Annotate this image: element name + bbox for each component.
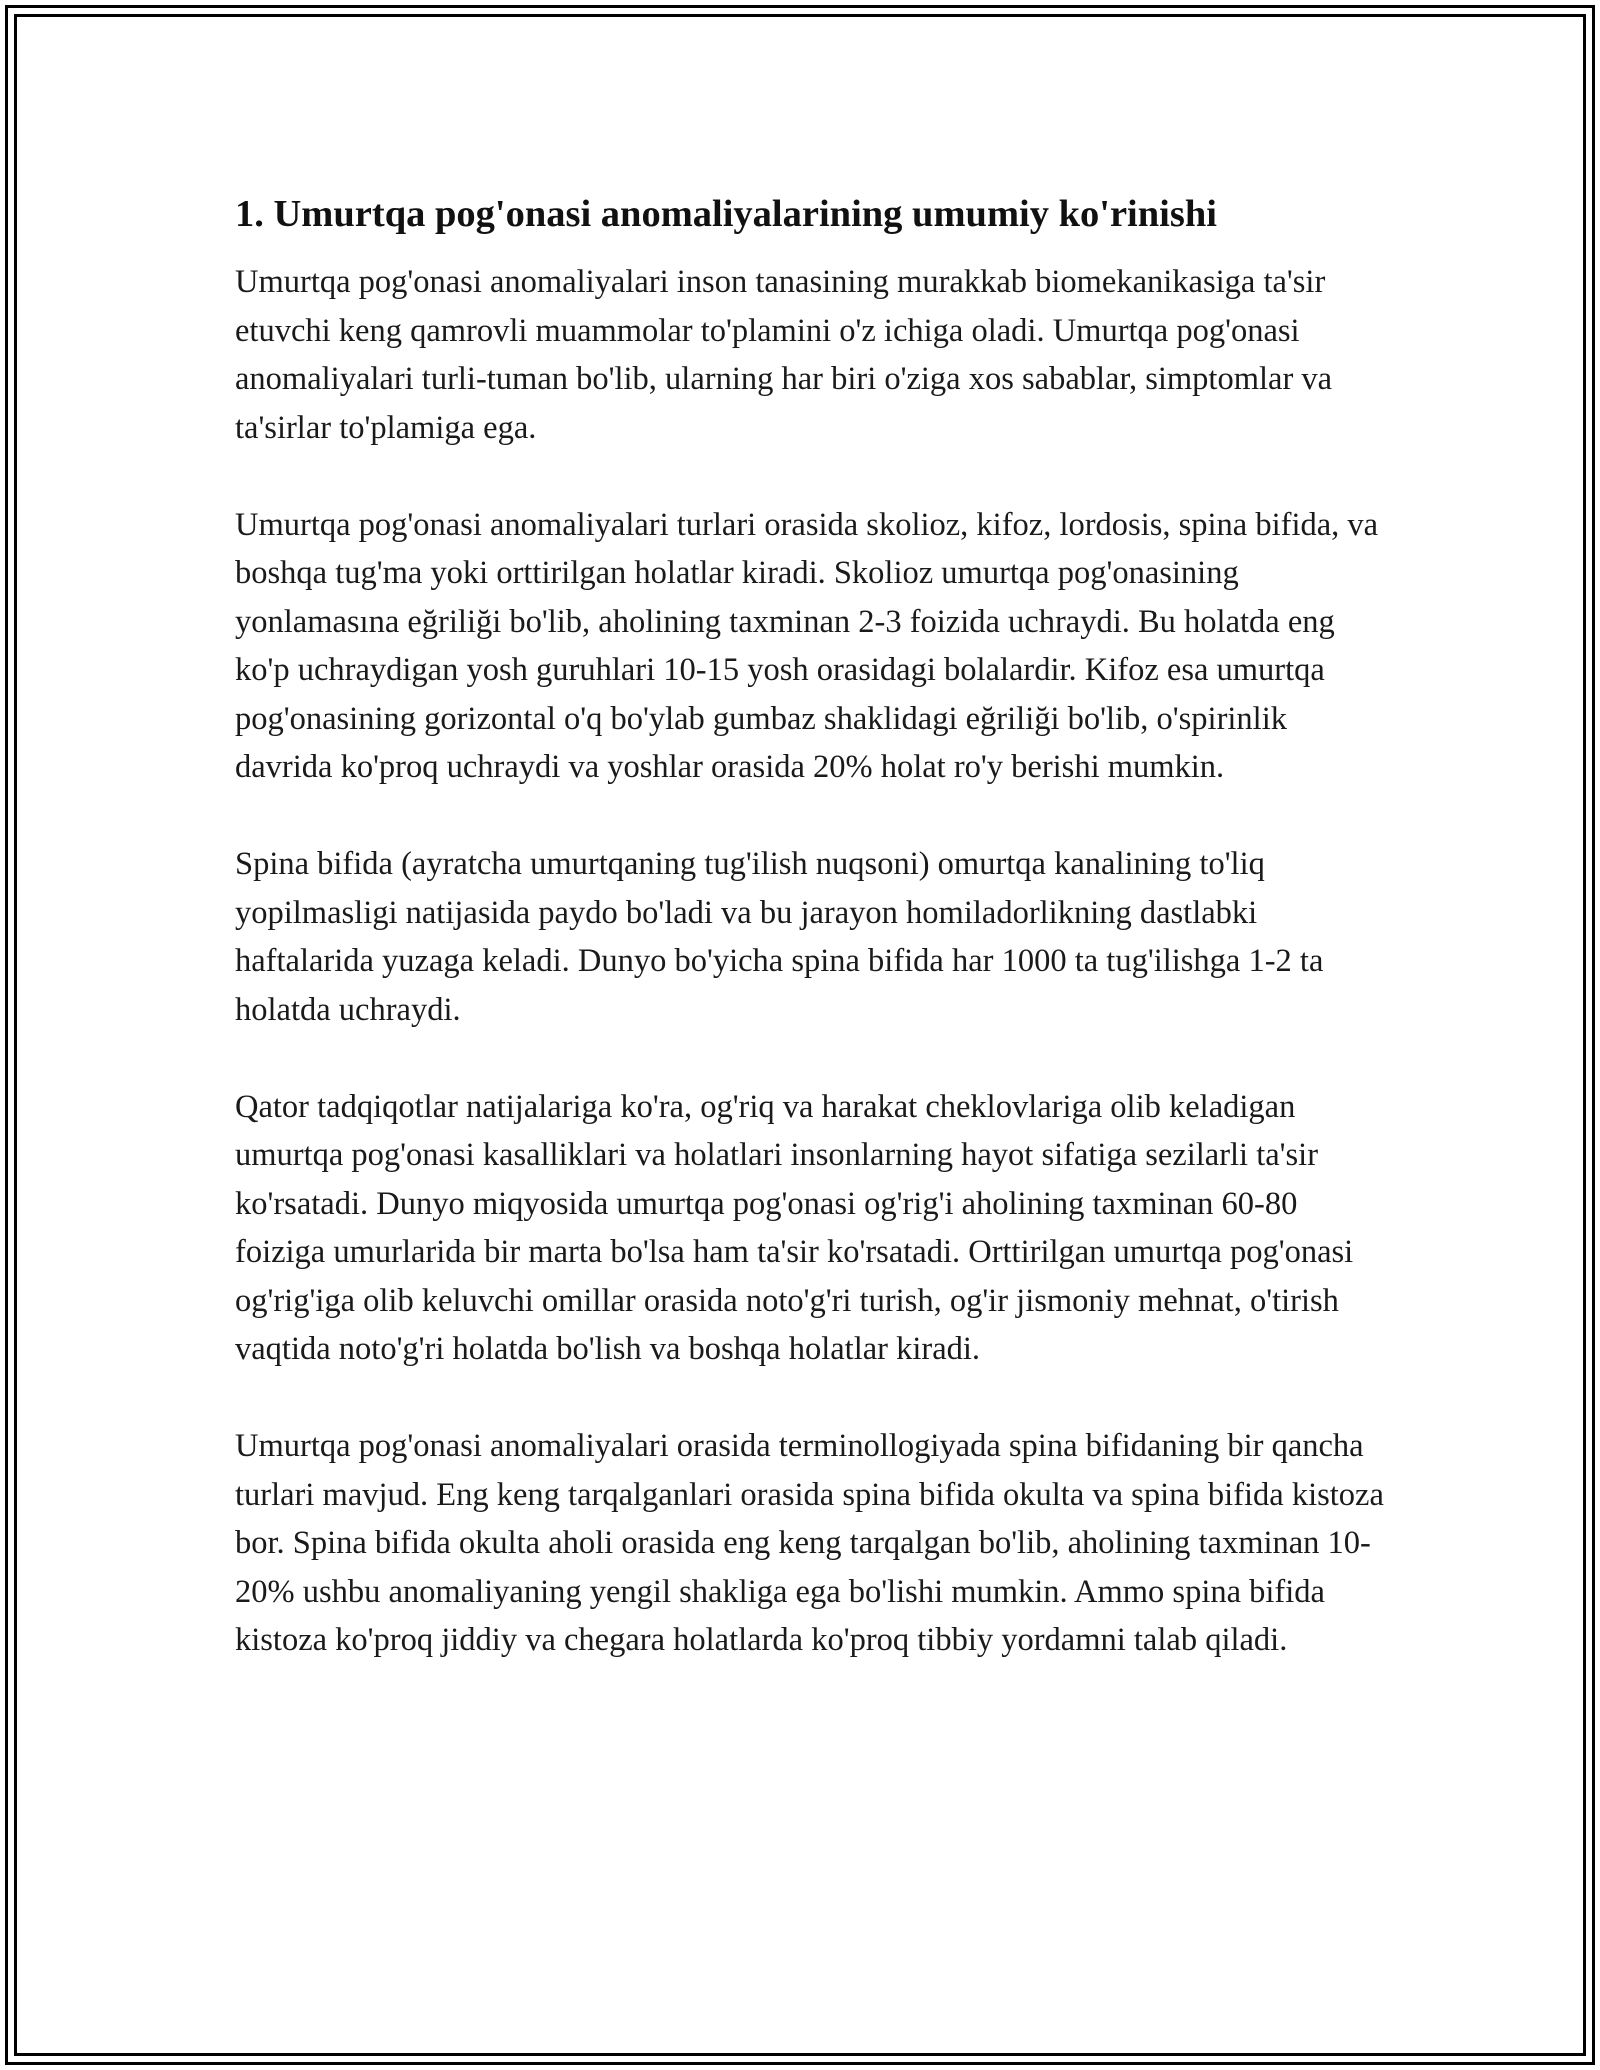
paragraph-2: Umurtqa pog'onasi anomaliyalari turlari orasida skolioz, kifoz, lordosis, spina bifida, va boshqa tug'ma yoki orttirilgan holatlar kiradi. Skolioz umurtqa pog'onasining yonlamasına eğriliği bo'lib, aholining taxminan 2-3 foizida uchraydi. Bu holatda eng ko'p uchraydigan yosh guruhlari 10-15 yosh orasidagi bolalardir. Kifoz esa umurtqa pog'onasining gorizontal o'q bo'ylab gumbaz shaklidagi eğriliği bo'lib, o'spirinlik davrida ko'proq uchraydi va yoshlar orasida 20% holat ro'y berishi mumkin. [235, 506, 1379, 785]
paragraph-4: Qator tadqiqotlar natijalariga ko'ra, og'riq va harakat cheklovlariga olib keladigan umurtqa pog'onasi kasalliklari va holatlari insonlarning hayot sifatiga sezilarli ta'sir ko'rsatadi. Dunyo miqyosida umurtqa pog'onasi og'rig'i aholining taxminan 60-80 foiziga umurlarida bir marta bo'lsa ham ta'sir ko'rsatadi. Orttirilgan umurtqa pog'onasi og'rig'iga olib keluvchi omillar orasida noto'g'ri turish, og'ir jismoniy mehnat, o'tirish vaqtida noto'g'ri holatda bo'lish va boshqa holatlar kiradi. [235, 1088, 1354, 1367]
paragraph-5: Umurtqa pog'onasi anomaliyalari orasida terminollogiyada spina bifidaning bir qancha turlari mavjud. Eng keng tarqalganlari orasida spina bifida okulta va spina bifida kistoza bor. Spina bifida okulta aholi orasida eng keng tarqalgan bo'lib, aholining taxminan 10-20% ushbu anomaliyaning yengil shakliga ega bo'lishi mumkin. Ammo spina bifida kistoza ko'proq jiddiy va chegara holatlarda ko'proq tibbiy yordamni talab qiladi. [235, 1428, 1384, 1658]
paragraph-1: Umurtqa pog'onasi anomaliyalari inson tanasining murakkab biomekanikasiga ta'sir etuvchi keng qamrovli muammolar to'plamini o'z ichiga oladi. Umurtqa pog'onasi anomaliyalari turli-tuman bo'lib, ularning har biri o'ziga xos sabablar, simptomlar va ta'sirlar to'plamiga ega. [235, 264, 1333, 446]
section-heading: 1. Umurtqa pog'onasi anomaliyalarining umumiy ko'rinishi [235, 193, 1217, 235]
document-body [235, 190, 1385, 1713]
paragraph-3: Spina bifida (ayratcha umurtqaning tug'ilish nuqsoni) omurtqa kanalining to'liq yopilmasligi natijasida paydo bo'ladi va bu jarayon homiladorlikning dastlabki haftalarida yuzaga keladi. Dunyo bo'yicha spina bifida har 1000 ta tug'ilishga 1-2 ta holatda uchraydi. [235, 846, 1324, 1028]
